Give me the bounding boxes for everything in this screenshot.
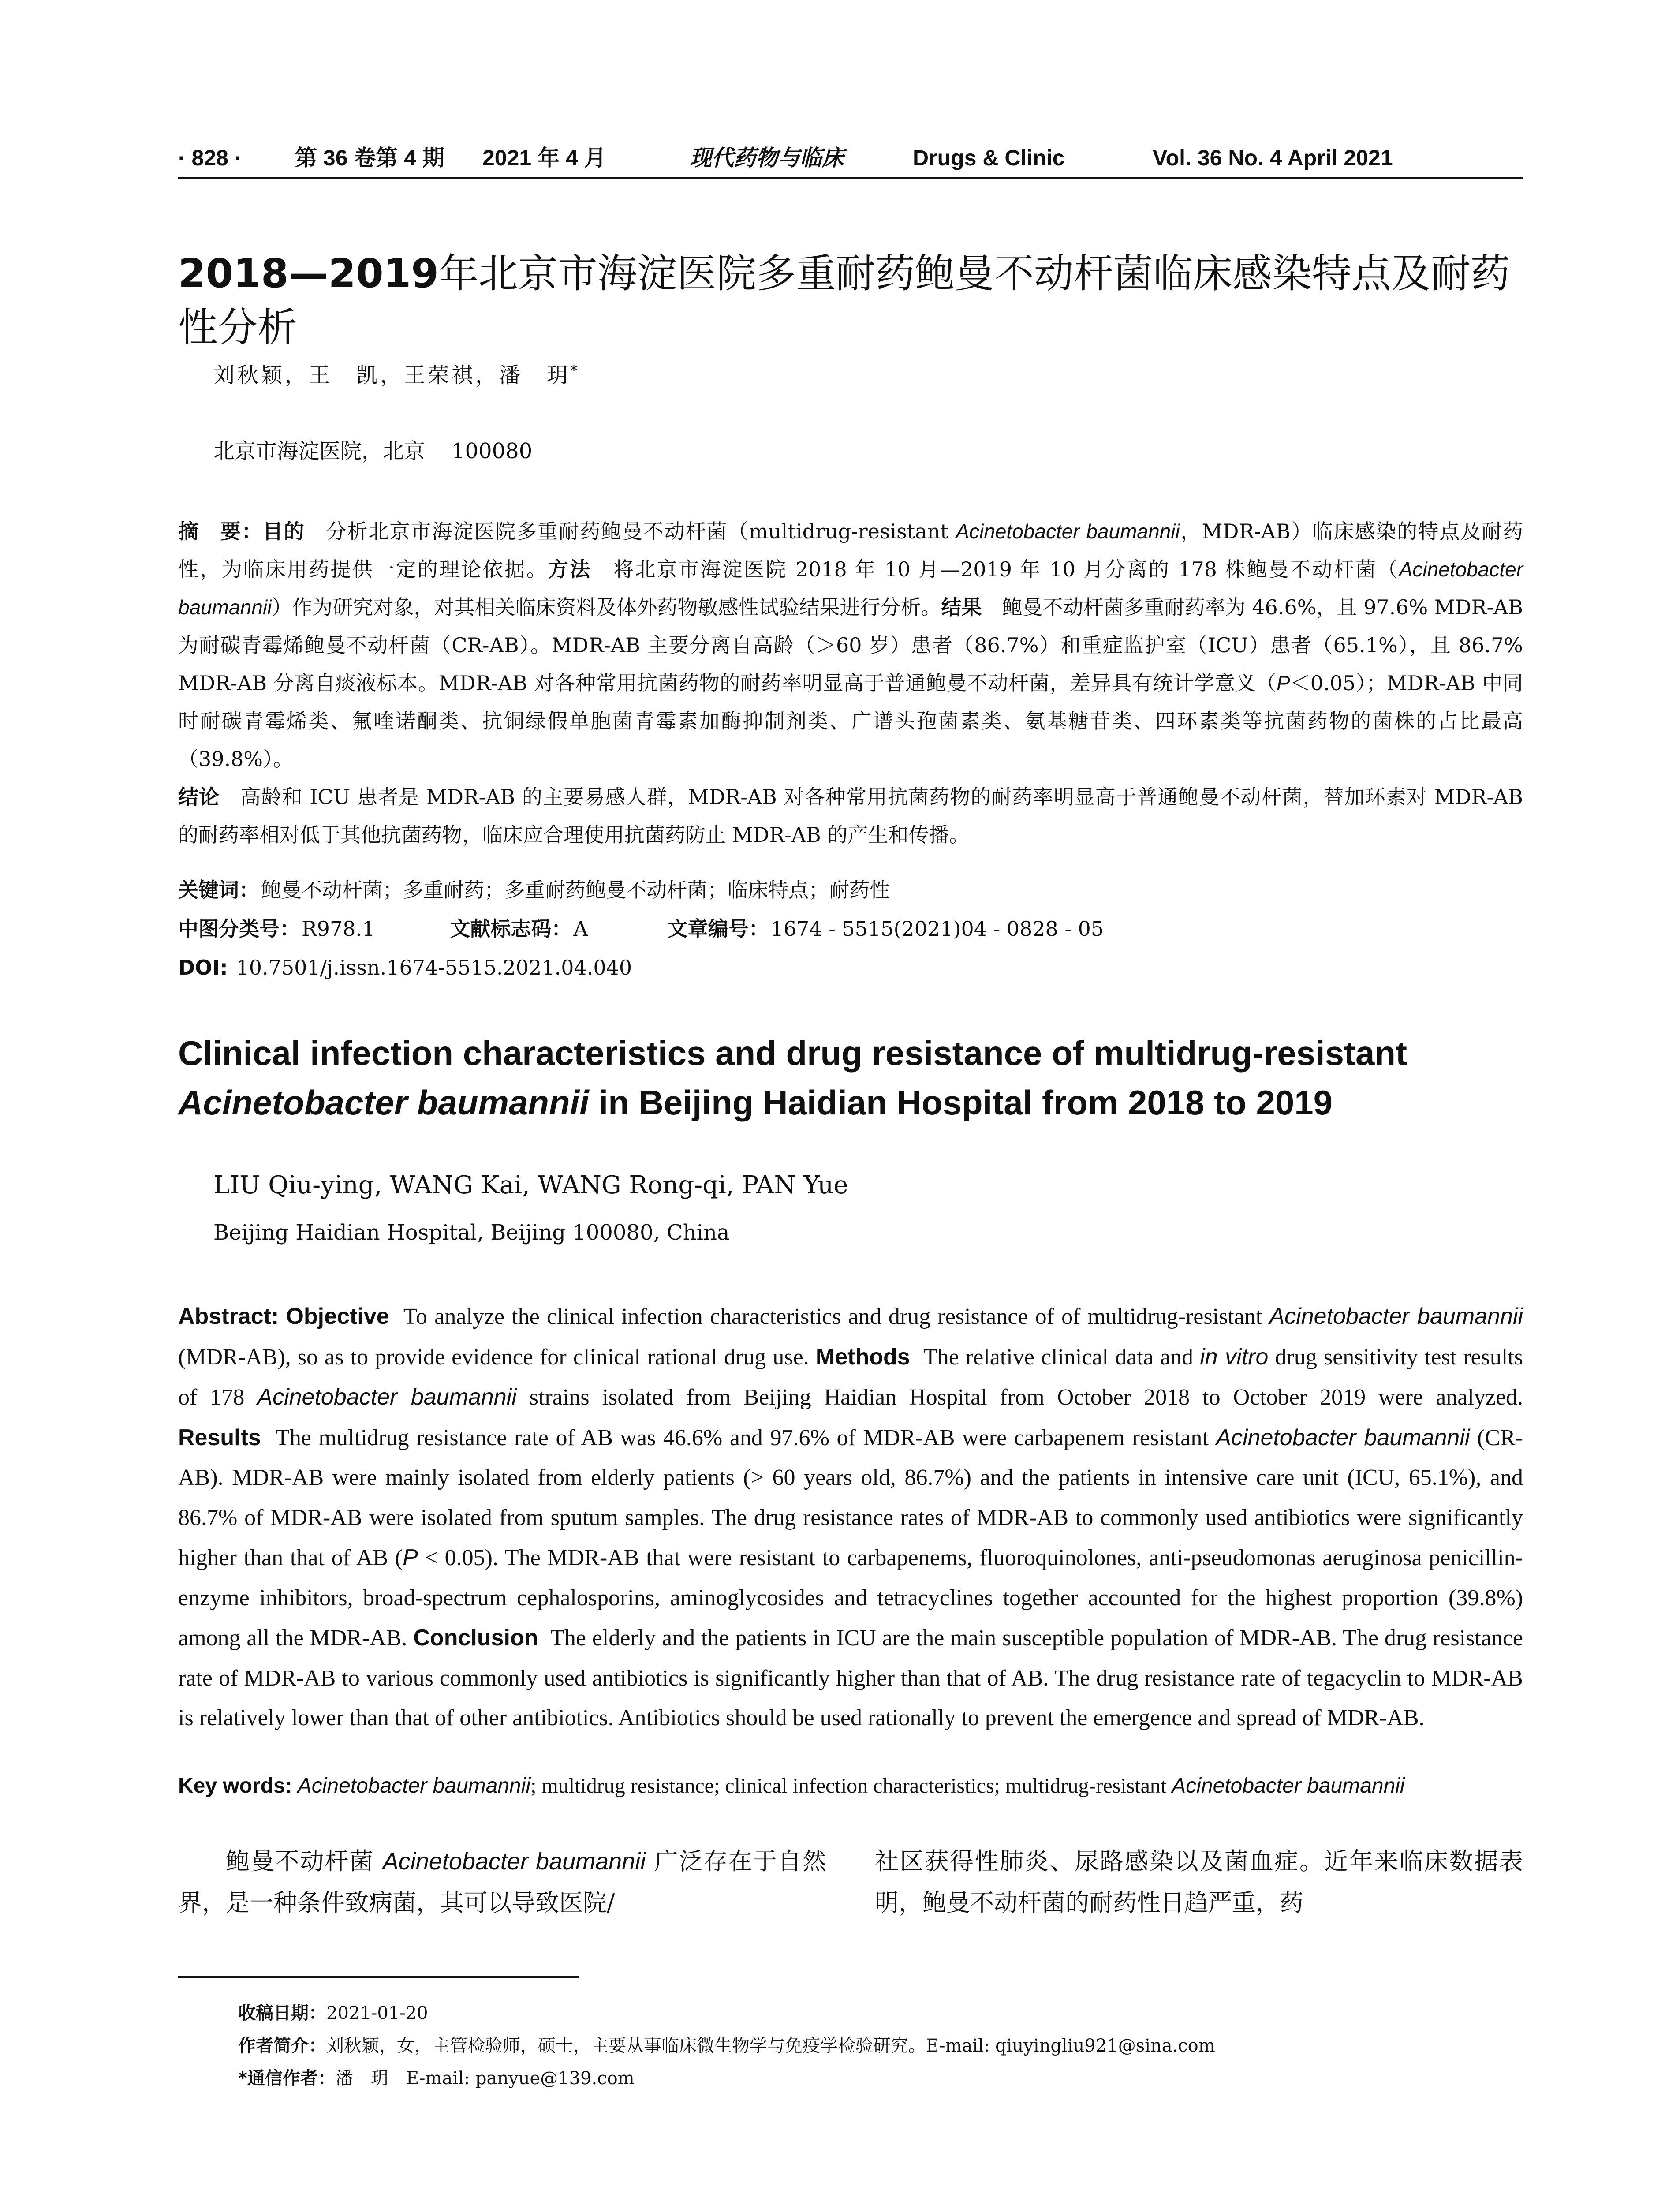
abstract-en-p-value: P — [403, 1545, 418, 1570]
header-journal-cn: 现代药物与临床 — [690, 146, 844, 170]
abstract-en-methods-label: Methods — [815, 1344, 910, 1370]
body-left-text2: 广泛存在于自然界，是一种条件致病菌，其可以导致医院/ — [178, 1847, 826, 1917]
title-en-line1: Clinical infection characteristics and drug resistance of multidrug-resistant — [178, 1034, 1407, 1073]
classification-line — [178, 911, 1104, 946]
abstract-en-in-vitro: in vitro — [1200, 1344, 1269, 1370]
abstract-en-results-species: Acinetobacter baumannii — [1216, 1424, 1470, 1450]
corresponding-label: *通信作者： — [238, 2068, 336, 2089]
keywords-en-text: ; multidrug resistance; clinical infection characteristics; multidrug-resistant — [530, 1774, 1172, 1798]
affiliation-cn-name: 北京市海淀医院，北京 — [213, 439, 426, 463]
abstract-cn-objective-text2: ，MDR-AB）临床感染的特点及耐药性，为临床用药提供一定的理论依据。 — [178, 519, 1523, 581]
title-en-line2: in Beijing Haidian Hospital from 2018 to 2019 — [589, 1083, 1333, 1122]
title-cn-rest: 年北京市海淀医院多重耐药鲍曼不动杆菌临床感染特点及耐药性分析 — [178, 250, 1510, 351]
abstract-cn-p-value: P — [1277, 672, 1290, 695]
corresponding-mark: * — [571, 363, 580, 378]
title-en-species: Acinetobacter baumannii — [178, 1083, 589, 1122]
abstract-en-methods-species: Acinetobacter baumannii — [257, 1384, 517, 1410]
abstract-en-methods-text: The relative clinical data and — [923, 1344, 1200, 1370]
doc-code-value: A — [573, 917, 588, 941]
affiliation-en: Beijing Haidian Hospital, Beijing 100080, China — [213, 1220, 730, 1245]
title-en — [178, 1028, 1523, 1127]
article-number-value: 1674 - 5515(2021)04 - 0828 - 05 — [770, 917, 1104, 941]
abstract-cn-methods-species: Acinetobacter baumannii — [178, 558, 1523, 619]
header-date-cn: 2021 年 4 月 — [482, 146, 606, 170]
abstract-cn-results-text2: ＜0.05）；MDR-AB 中同时耐碳青霉烯类、氟喹诺酮类、抗铜绿假单胞菌青霉素加酶抑制剂类、广谱头孢菌素类、氨基糖苷类、四环素类等抗菌药物的菌株的占比最高（39.8%）。 — [178, 671, 1523, 771]
keywords-en-label: Key words: — [178, 1774, 292, 1798]
authors-cn — [213, 355, 580, 391]
received-label: 收稿日期： — [238, 2003, 326, 2023]
abstract-en-objective-text2: (MDR-AB), so as to provide evidence for clinical rational drug use. — [178, 1344, 816, 1370]
keywords-en-species2: Acinetobacter baumannii — [1172, 1774, 1405, 1798]
abstract-en-conclusion-label: Conclusion — [413, 1625, 538, 1651]
affiliation-cn-postcode: 100080 — [452, 439, 533, 463]
keywords-en — [178, 1768, 1523, 1804]
header-volume-cn: 第 36 卷第 4 期 — [295, 146, 444, 170]
keywords-cn — [178, 872, 890, 908]
title-cn — [178, 247, 1523, 355]
article-number-label: 文章编号： — [667, 917, 769, 941]
header-page-number: · 828 · — [178, 146, 242, 170]
abstract-en-conclusion-text: The elderly and the patients in ICU are the main susceptible population of MDR-AB. The drug resistance rate of MDR-AB to various commonly used antibiotics is significantly higher than that of AB. The drug resistance rate of tegacyclin to MDR-AB is relatively lower than that of other antibiotics. Antibiotics should be used rationally to prevent the emergence and spread of MDR-AB. — [178, 1626, 1523, 1730]
body-column-left — [178, 1841, 826, 1924]
received-value: 2021-01-20 — [326, 2003, 428, 2023]
running-header — [178, 140, 1523, 176]
footnote-received — [238, 1998, 428, 2029]
header-journal-en: Drugs & Clinic — [913, 146, 1065, 170]
abstract-cn-label: 摘 要： — [178, 519, 263, 543]
footnote-author — [238, 2030, 1215, 2061]
doi-line — [178, 950, 632, 985]
abstract-en — [178, 1297, 1523, 1738]
abstract-cn-results-label: 结果 — [941, 595, 982, 619]
abstract-cn-conclusion-label: 结论 — [178, 785, 220, 809]
abstract-cn — [178, 512, 1523, 854]
abstract-cn-objective-text: 分析北京市海淀医院多重耐药鲍曼不动杆菌（multidrug-resistant — [326, 519, 948, 543]
abstract-cn-results-text: 鲍曼不动杆菌多重耐药率为 46.6%，且 97.6% MDR-AB 为耐碳青霉烯鲍曼不动杆菌（CR-AB）。MDR-AB 主要分离自高龄（＞60 岁）患者（86.7%）和重症监护室（ICU）患者（65.1%），且 86.7% MDR-AB 分离自痰液标本。MDR-AB 对各种常用抗菌药物的耐药率明显高于普通鲍曼不动杆菌，差异具有统计学意义（ — [178, 595, 1523, 695]
abstract-en-results-text: The multidrug resistance rate of AB was 46.6% and 97.6% of MDR-AB were carbapenem resistant — [276, 1425, 1216, 1450]
abstract-cn-objective-species: Acinetobacter baumannii — [956, 520, 1180, 543]
abstract-en-results-text3: < 0.05). The MDR-AB that were resistant to carbapenems, fluoroquinolones, anti-pseudomonas aeruginosa penicillin-enzyme inhibitors, broad-spectrum cephalosporins, aminoglycosides and tetracyclines together accounted for the highest proportion (39.8%) among all the MDR-AB. — [178, 1545, 1523, 1651]
abstract-cn-methods-text: 将北京市海淀医院 2018 年 10 月—2019 年 10 月分离的 178 株鲍曼不动杆菌（ — [613, 557, 1399, 581]
keywords-cn-label: 关键词： — [178, 878, 259, 902]
header-rule — [178, 177, 1523, 179]
body-column-right: 社区获得性肺炎、尿路感染以及菌血症。近年来临床数据表明，鲍曼不动杆菌的耐药性日趋严重，药 — [875, 1847, 1523, 1917]
abstract-cn-methods-label: 方法 — [548, 557, 592, 581]
abstract-en-results-text2: (CR-AB). MDR-AB were mainly isolated from elderly patients (> 60 years old, 86.7%) and the patients in intensive care unit (ICU, 65.1%), and 86.7% of MDR-AB were isolated from sputum samples. The drug resistance rates of MDR-AB to commonly used antibiotics were significantly higher than that of AB ( — [178, 1425, 1523, 1570]
authors-cn-names: 刘秋颖，王 凯，王荣祺，潘 玥 — [213, 363, 571, 388]
keywords-cn-value: 鲍曼不动杆菌；多重耐药；多重耐药鲍曼不动杆菌；临床特点；耐药性 — [261, 878, 890, 902]
abstract-cn-objective-label: 目的 — [262, 519, 305, 543]
author-bio-value: 刘秋颖，女，主管检验师，硕士，主要从事临床微生物学与免疫学检验研究。E-mail: qiuyingliu921@sina.com — [326, 2036, 1215, 2056]
affiliation-cn — [213, 436, 532, 467]
doc-code-label: 文献标志码： — [450, 917, 572, 941]
header-volume-en: Vol. 36 No. 4 April 2021 — [1153, 146, 1393, 170]
abstract-cn-methods-text2: ）作为研究对象，对其相关临床资料及体外药物敏感性试验结果进行分析。 — [272, 595, 941, 619]
corresponding-value: 潘 玥 E-mail: panyue@139.com — [335, 2068, 635, 2089]
doi-value: 10.7501/j.issn.1674-5515.2021.04.040 — [236, 956, 632, 979]
keywords-en-species: Acinetobacter baumannii — [297, 1774, 531, 1798]
clc-value: R978.1 — [302, 917, 375, 941]
abstract-cn-conclusion-text: 高龄和 ICU 患者是 MDR-AB 的主要易感人群，MDR-AB 对各种常用抗菌药物的耐药率明显高于普通鲍曼不动杆菌，替加环素对 MDR-AB 的耐药率相对低于其他抗菌药物，临床应合理使用抗菌药防止 MDR-AB 的产生和传播。 — [178, 785, 1523, 847]
abstract-en-methods-text3: strains isolated from Beijing Haidian Hospital from October 2018 to October 2019 were analyzed. — [516, 1385, 1523, 1410]
abstract-en-methods-text2: drug sensitivity test results of 178 — [178, 1344, 1523, 1410]
clc-label: 中图分类号： — [178, 917, 300, 941]
authors-en: LIU Qiu-ying, WANG Kai, WANG Rong-qi, PAN Yue — [213, 1171, 848, 1200]
abstract-en-objective-species: Acinetobacter baumannii — [1269, 1304, 1523, 1329]
doi-label: DOI: — [178, 956, 228, 979]
abstract-en-label: Abstract: — [178, 1304, 279, 1329]
abstract-en-objective-label: Objective — [286, 1304, 389, 1329]
footnote-rule — [178, 1976, 579, 1978]
body-left-species: Acinetobacter baumannii — [382, 1848, 646, 1875]
title-cn-years: 2018—2019 — [178, 250, 439, 297]
abstract-en-objective-text: To analyze the clinical infection characteristics and drug resistance of of multidrug-resistant — [403, 1304, 1269, 1329]
abstract-en-results-label: Results — [178, 1424, 261, 1450]
author-bio-label: 作者简介： — [238, 2036, 326, 2056]
footnote-corresponding — [238, 2063, 635, 2094]
body-left-text: 鲍曼不动杆菌 — [226, 1847, 383, 1875]
